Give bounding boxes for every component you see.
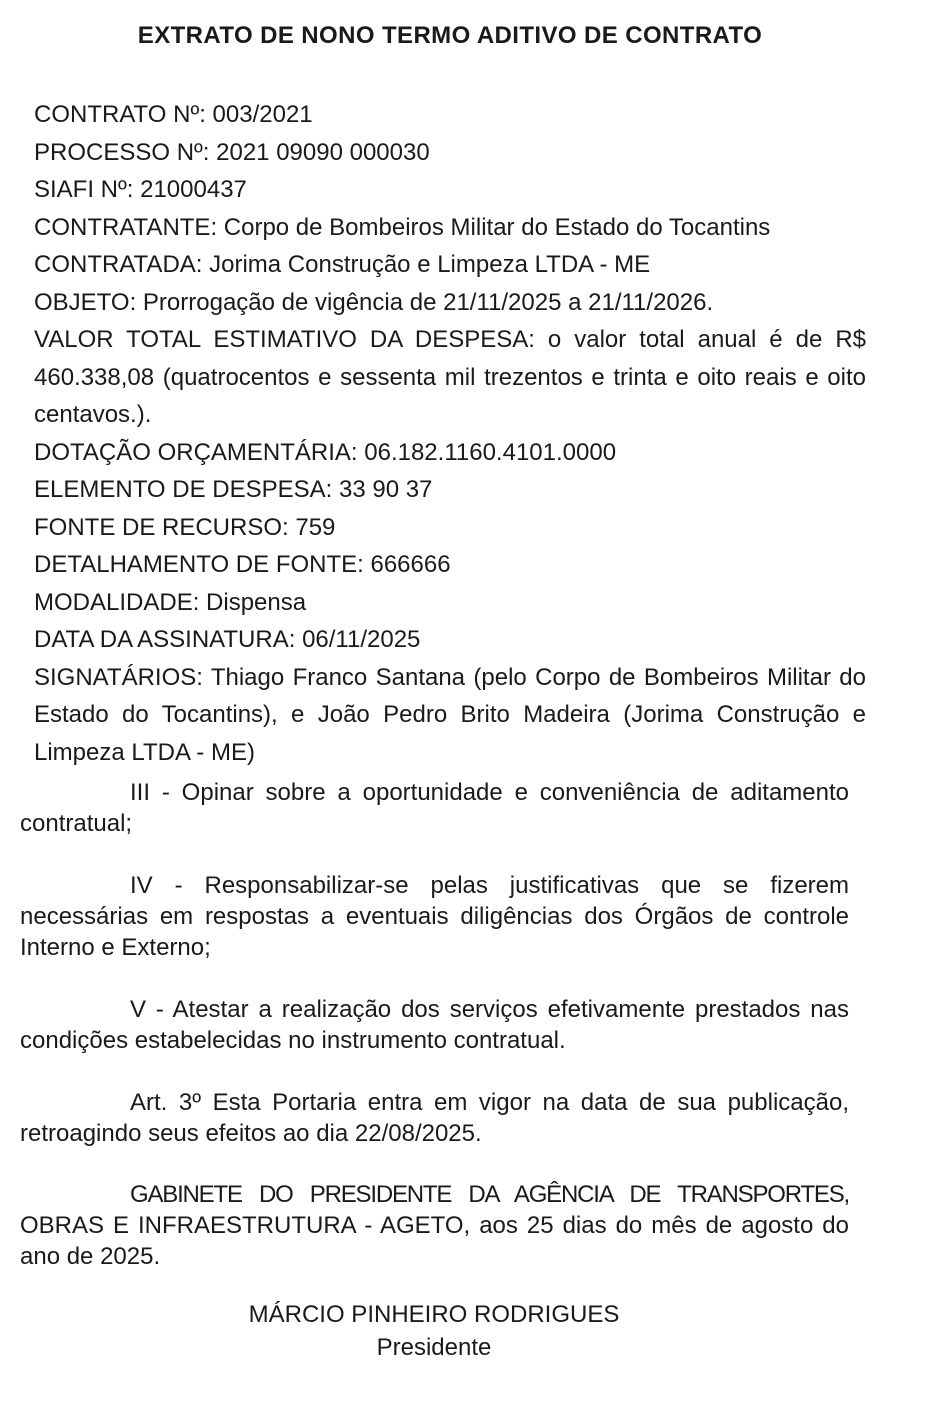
field-detalhamento-fonte: DETALHAMENTO DE FONTE: 666666	[34, 551, 451, 578]
gabinete-caps-text: GABINETE DO PRESIDENTE DA AGÊNCIA DE TRANSPORTES,	[130, 1181, 849, 1208]
field-contratante: CONTRATANTE: Corpo de Bombeiros Militar do Estado do Tocantins	[34, 213, 771, 241]
field-dotacao: DOTAÇÃO ORÇAMENTÁRIA: 06.182.1160.4101.0000	[34, 438, 617, 466]
field-fonte-recurso: FONTE DE RECURSO: 759	[34, 513, 336, 541]
gabinete-rest-text: OBRAS E INFRAESTRUTURA - AGETO, aos 25 dias do mês de agosto do ano de 2025.	[20, 1212, 849, 1270]
field-siafi: SIAFI Nº: 21000437	[34, 176, 247, 203]
paragraph-item-iv: IV - Responsabilizar-se pelas justificativas que se fizerem necessárias em respostas a eventuais diligências dos Órgãos de controle Interno e Externo;	[20, 872, 849, 961]
signer-name: MÁRCIO PINHEIRO RODRIGUES	[248, 1301, 620, 1328]
paragraph-gabinete	[20, 1179, 849, 1272]
field-contrato: CONTRATO Nº: 003/2021	[34, 101, 313, 128]
field-valor-total: VALOR TOTAL ESTIMATIVO DA DESPESA: o valor total anual é de R$ 460.338,08 (quatrocentos e sessenta mil trezentos e trinta e oito reais e oito centavos.).	[34, 326, 866, 428]
field-signatarios: SIGNATÁRIOS: Thiago Franco Santana (pelo Corpo de Bombeiros Militar do Estado do Tocantins), e João Pedro Brito Madeira (Jorima Construção e Limpeza LTDA - ME)	[34, 663, 866, 766]
contract-fields	[34, 96, 866, 771]
paragraph-item-v: V - Atestar a realização dos serviços efetivamente prestados nas condições estabelecidas no instrumento contratual.	[20, 996, 849, 1054]
field-objeto: OBJETO: Prorrogação de vigência de 21/11/2025 a 21/11/2026.	[34, 288, 714, 316]
field-processo: PROCESSO Nº: 2021 09090 000030	[34, 138, 430, 166]
paragraph-item-iii: III - Opinar sobre a oportunidade e conveniência de aditamento contratual;	[20, 779, 849, 837]
field-contratada: CONTRATADA: Jorima Construção e Limpeza LTDA - ME	[34, 251, 651, 278]
field-data-assinatura: DATA DA ASSINATURA: 06/11/2025	[34, 626, 421, 653]
signer-role: Presidente	[376, 1334, 492, 1361]
field-modalidade: MODALIDADE: Dispensa	[34, 588, 307, 616]
paragraph-art-3: Art. 3º Esta Portaria entra em vigor na data de sua publicação, retroagindo seus efeitos ao dia 22/08/2025.	[20, 1089, 849, 1147]
field-elemento-despesa: ELEMENTO DE DESPESA: 33 90 37	[34, 476, 433, 503]
document-title: EXTRATO DE NONO TERMO ADITIVO DE CONTRATO	[137, 22, 763, 49]
